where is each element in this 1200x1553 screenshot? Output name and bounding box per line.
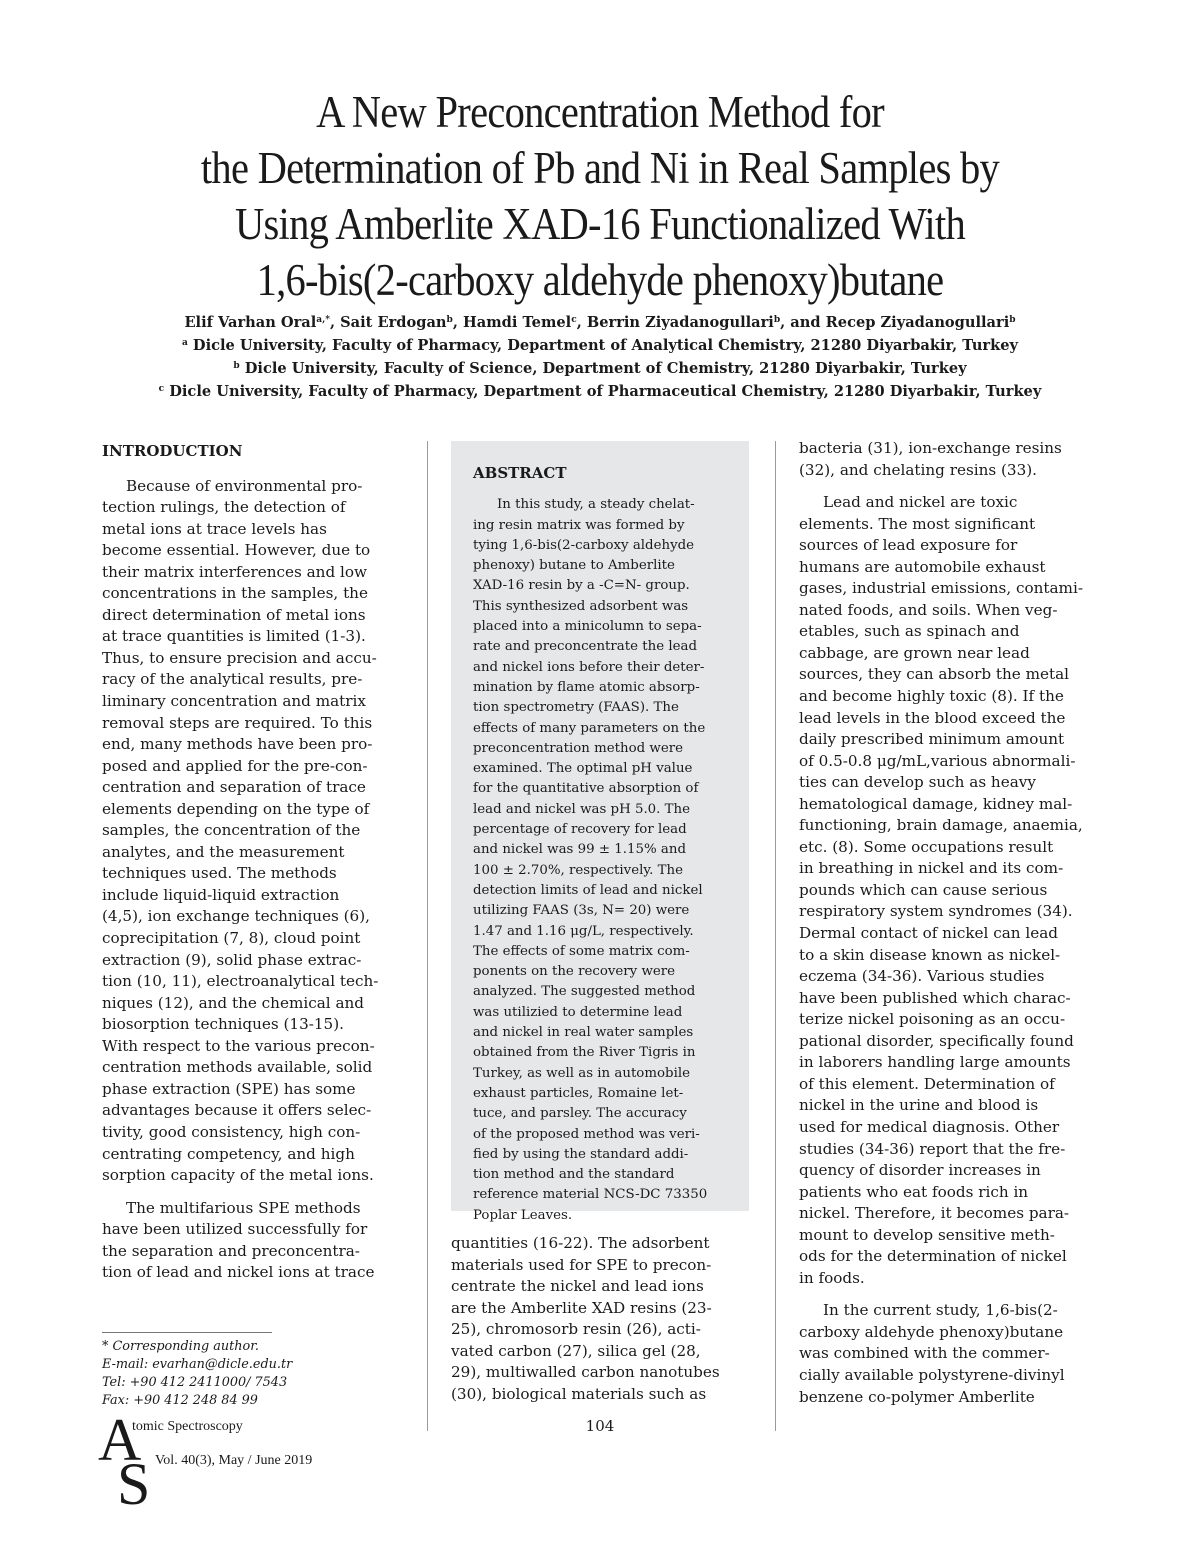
text-line: phenoxy) butane to Amberlite	[473, 558, 675, 574]
text-line: mount to develop sensitive meth-	[799, 1225, 1055, 1244]
affiliation-mark: b	[233, 361, 240, 371]
text-line: (30), biological materials such as	[451, 1384, 707, 1403]
text-line: The multifarious SPE methods	[126, 1198, 361, 1217]
text-line: materials used for SPE to precon-	[451, 1255, 712, 1274]
text-line: Dermal contact of nickel can lead	[799, 924, 1058, 943]
affiliation-mark: a	[181, 338, 188, 348]
text-line: sources of lead exposure for	[799, 536, 1018, 555]
text-line: nated foods, and soils. When veg-	[799, 600, 1058, 619]
affiliation-text: Dicle University, Faculty of Science, Department of Chemistry, 21280 Diyarbakir, Turkey	[239, 360, 967, 377]
author-affiliation-mark: b	[1009, 315, 1016, 325]
text-line: tuce, and parsley. The accuracy	[473, 1106, 687, 1122]
introduction-continuation	[451, 1233, 751, 1405]
text-line: tivity, good consistency, high con-	[102, 1122, 361, 1141]
text-line: concentrations in the samples, the	[102, 584, 368, 603]
text-line: coprecipitation (7, 8), cloud point	[102, 929, 361, 948]
text-line: ods for the determination of nickel	[799, 1247, 1067, 1266]
text-line: 25), chromosorb resin (26), acti-	[451, 1320, 701, 1339]
title-line: 1,6-bis(2-carboxy aldehyde phenoxy)butane	[256, 255, 944, 305]
text-line: analyzed. The suggested method	[473, 984, 696, 1000]
text-line: terize nickel poisoning as an occu-	[799, 1010, 1066, 1029]
text-line: have been published which charac-	[799, 988, 1071, 1007]
journal-logo	[98, 1407, 358, 1524]
text-line: of this element. Determination of	[799, 1074, 1055, 1093]
text-line: include liquid-liquid extraction	[102, 885, 340, 904]
body-paragraph	[799, 1300, 1099, 1408]
left-column	[102, 441, 402, 1284]
author-name: , Hamdi Temel	[452, 314, 572, 331]
text-line: percentage of recovery for lead	[473, 822, 687, 838]
text-line: metal ions at trace levels has	[102, 519, 327, 538]
text-line: daily prescribed minimum amount	[799, 730, 1065, 749]
title-line: the Determination of Pb and Ni in Real Samples by	[200, 143, 1000, 193]
text-line: examined. The optimal pH value	[473, 761, 693, 777]
text-line: samples, the concentration of the	[102, 821, 361, 840]
text-line: lead and nickel was pH 5.0. The	[473, 801, 691, 817]
text-line: fied by using the standard addi-	[473, 1146, 689, 1162]
text-line: biosorption techniques (13-15).	[102, 1015, 344, 1034]
text-line: tion (10, 11), electroanalytical tech-	[102, 972, 379, 991]
abstract-heading: ABSTRACT	[473, 464, 567, 482]
text-line: cially available polystyrene-divinyl	[799, 1365, 1065, 1384]
abstract	[473, 463, 707, 1226]
text-line: centrating competency, and high	[102, 1144, 355, 1163]
text-line: 29), multiwalled carbon nanotubes	[451, 1363, 720, 1382]
text-line: humans are automobile exhaust	[799, 557, 1046, 576]
affiliation-text: Dicle University, Faculty of Pharmacy, Department of Pharmaceutical Chemistry, 21280 Diyarbakir, Turkey	[164, 383, 1042, 400]
text-line: lead levels in the blood exceed the	[799, 708, 1066, 727]
text-line: In the current study, 1,6-bis(2-	[823, 1301, 1058, 1320]
text-line: removal steps are required. To this	[102, 713, 373, 732]
text-line: tion method and the standard	[473, 1167, 675, 1183]
text-line: and nickel in real water samples	[473, 1025, 694, 1041]
text-line: centration methods available, solid	[102, 1058, 373, 1077]
corresponding-author-footnote	[102, 1338, 292, 1410]
text-line: In this study, a steady chelat-	[497, 497, 695, 513]
text-line: was utilizied to determine lead	[473, 1004, 683, 1020]
text-line: ing resin matrix was formed by	[473, 517, 685, 533]
footnote-phone: Tel: +90 412 2411000/ 7543	[102, 1375, 288, 1390]
text-line: functioning, brain damage, anaemia,	[799, 816, 1083, 835]
text-line: and nickel ions before their deter-	[473, 659, 705, 675]
text-line: niques (12), and the chemical and	[102, 993, 365, 1012]
text-line: placed into a minicolumn to sepa-	[473, 619, 702, 635]
text-line: ponents on the recovery were	[473, 964, 676, 980]
text-line: end, many methods have been pro-	[102, 735, 373, 754]
text-line: sources, they can absorb the metal	[799, 665, 1070, 684]
text-line: preconcentration method were	[473, 740, 683, 756]
text-line: in foods.	[799, 1268, 865, 1287]
journal-name: tomic Spectroscopy	[132, 1419, 243, 1434]
text-line: tection rulings, the detection of	[102, 498, 346, 517]
text-line: liminary concentration and matrix	[102, 692, 366, 711]
text-line: posed and applied for the pre-con-	[102, 756, 368, 775]
text-line: the separation and preconcentra-	[102, 1241, 360, 1260]
text-line: centrate the nickel and lead ions	[451, 1277, 704, 1296]
text-line: techniques used. The methods	[102, 864, 337, 883]
text-line: phase extraction (SPE) has some	[102, 1079, 356, 1098]
text-line: centration and separation of trace	[102, 778, 366, 797]
author-name: , Berrin Ziyadanogullari	[576, 314, 774, 331]
text-line: tion of lead and nickel ions at trace	[102, 1263, 375, 1282]
introduction-heading: INTRODUCTION	[102, 442, 243, 460]
text-line: pounds which can cause serious	[799, 880, 1048, 899]
text-line: analytes, and the measurement	[102, 842, 345, 861]
introduction-paragraph	[102, 476, 402, 1187]
body-paragraph	[799, 492, 1099, 1289]
logo-letter-a: A	[98, 1407, 142, 1473]
text-line: Poplar Leaves.	[473, 1207, 573, 1223]
affiliation-c	[60, 380, 1140, 403]
column-divider	[427, 441, 428, 1431]
text-line: hematological damage, kidney mal-	[799, 794, 1073, 813]
footnote-email: E-mail: evarhan@dicle.edu.tr	[102, 1357, 293, 1372]
text-line: gases, industrial emissions, contami-	[799, 579, 1083, 598]
text-line: rate and preconcentrate the lead	[473, 639, 698, 655]
text-line: in laborers handling large amounts	[799, 1053, 1071, 1072]
affiliation-mark: c	[158, 384, 165, 394]
text-line: With respect to the various precon-	[102, 1036, 375, 1055]
journal-volume: Vol. 40(3), May / June 2019	[155, 1453, 313, 1468]
text-line: patients who eat foods rich in	[799, 1182, 1029, 1201]
text-line: pational disorder, specifically found	[799, 1031, 1074, 1050]
introduction-paragraph	[102, 1198, 402, 1284]
author-affiliation-mark: c	[571, 315, 577, 325]
text-line: direct determination of metal ions	[102, 605, 366, 624]
logo-letter-s: S	[117, 1451, 151, 1517]
text-line: become essential. However, due to	[102, 541, 371, 560]
text-line: 100 ± 2.70%, respectively. The	[473, 862, 684, 878]
footnote-rule	[102, 1332, 272, 1333]
text-line: This synthesized adsorbent was	[473, 598, 689, 614]
text-line: XAD-16 resin by a -C=N- group.	[473, 578, 690, 594]
text-line: Because of environmental pro-	[126, 476, 363, 495]
text-line: of the proposed method was veri-	[473, 1126, 700, 1142]
column-divider	[775, 441, 776, 1431]
text-line: for the quantitative absorption of	[473, 781, 699, 797]
text-line: ties can develop such as heavy	[799, 773, 1036, 792]
text-line: nickel. Therefore, it becomes para-	[799, 1204, 1070, 1223]
text-line: benzene co-polymer Amberlite	[799, 1387, 1035, 1406]
text-line: and nickel was 99 ± 1.15% and	[473, 842, 686, 858]
abstract-paragraph	[473, 495, 707, 1226]
affiliation-text: Dicle University, Faculty of Pharmacy, Department of Analytical Chemistry, 21280 Diyarbakir, Turkey	[187, 337, 1019, 354]
text-line: Lead and nickel are toxic	[823, 493, 1018, 512]
text-line: cabbage, are grown near lead	[799, 643, 1030, 662]
author-block	[60, 311, 1140, 403]
affiliation-b	[60, 357, 1140, 380]
text-line: racy of the analytical results, pre-	[102, 670, 363, 689]
text-line: quantities (16-22). The adsorbent	[451, 1234, 710, 1252]
text-line: Turkey, as well as in automobile	[473, 1065, 690, 1081]
text-line: at trace quantities is limited (1-3).	[102, 627, 366, 646]
author-list	[60, 311, 1140, 334]
text-line: used for medical diagnosis. Other	[799, 1117, 1060, 1136]
title-line: A New Preconcentration Method for	[316, 87, 884, 137]
text-line: to a skin disease known as nickel-	[799, 945, 1061, 964]
text-line: of 0.5-0.8 μg/mL,various abnormali-	[799, 751, 1076, 770]
middle-column	[451, 1233, 751, 1405]
text-line: respiratory system syndromes (34).	[799, 902, 1073, 921]
footnote-fax: Fax: +90 412 248 84 99	[102, 1393, 258, 1408]
text-line: their matrix interferences and low	[102, 562, 368, 581]
text-line: advantages because it offers selec-	[102, 1101, 372, 1120]
text-line: carboxy aldehyde phenoxy)butane	[799, 1322, 1064, 1341]
article-title	[114, 84, 1086, 308]
text-line: eczema (34-36). Various studies	[799, 967, 1045, 986]
text-line: nickel in the urine and blood is	[799, 1096, 1039, 1115]
text-line: sorption capacity of the metal ions.	[102, 1166, 374, 1185]
author-name: , and Recep Ziyadanogullari	[780, 314, 1010, 331]
text-line: detection limits of lead and nickel	[473, 882, 703, 898]
text-line: studies (34-36) report that the fre-	[799, 1139, 1066, 1158]
author-affiliation-mark: b	[446, 315, 453, 325]
text-line: tying 1,6-bis(2-carboxy aldehyde	[473, 537, 695, 553]
text-line: utilizing FAAS (3s, N= 20) were	[473, 903, 690, 919]
text-line: mination by flame atomic absorp-	[473, 679, 700, 695]
text-line: are the Amberlite XAD resins (23-	[451, 1298, 712, 1317]
right-column	[799, 438, 1099, 1408]
page-number: 104	[585, 1417, 615, 1435]
author-name: , Sait Erdogan	[329, 314, 447, 331]
title-line: Using Amberlite XAD-16 Functionalized With	[234, 199, 966, 249]
text-line: Thus, to ensure precision and accu-	[102, 648, 377, 667]
text-line: obtained from the River Tigris in	[473, 1045, 696, 1061]
text-line: (32), and chelating resins (33).	[799, 460, 1038, 479]
text-line: in breathing in nickel and its com-	[799, 859, 1064, 878]
text-line: reference material NCS-DC 73350	[473, 1187, 708, 1203]
text-line: (4,5), ion exchange techniques (6),	[102, 907, 370, 926]
body-paragraph	[799, 438, 1099, 481]
text-line: vated carbon (27), silica gel (28,	[451, 1341, 701, 1360]
text-line: 1.47 and 1.16 μg/L, respectively.	[473, 923, 694, 939]
text-line: etc. (8). Some occupations result	[799, 837, 1054, 856]
text-line: effects of many parameters on the	[473, 720, 706, 736]
text-line: exhaust particles, Romaine let-	[473, 1085, 684, 1101]
author-affiliation-mark: a,*	[316, 315, 330, 325]
text-line: was combined with the commer-	[799, 1344, 1050, 1363]
text-line: extraction (9), solid phase extrac-	[102, 950, 362, 969]
text-line: etables, such as spinach and	[799, 622, 1020, 641]
author-name: Elif Varhan Oral	[184, 314, 317, 331]
text-line: bacteria (31), ion-exchange resins	[799, 439, 1062, 457]
text-line: elements depending on the type of	[102, 799, 370, 818]
text-line: quency of disorder increases in	[799, 1161, 1041, 1180]
text-line: The effects of some matrix com-	[473, 943, 690, 959]
affiliation-a	[60, 334, 1140, 357]
footnote-line: * Corresponding author.	[102, 1339, 259, 1354]
text-line: elements. The most significant	[799, 514, 1036, 533]
text-line: have been utilized successfully for	[102, 1220, 368, 1239]
text-line: and become highly toxic (8). If the	[799, 687, 1064, 706]
text-line: tion spectrometry (FAAS). The	[473, 700, 679, 716]
author-affiliation-mark: b	[773, 315, 781, 325]
